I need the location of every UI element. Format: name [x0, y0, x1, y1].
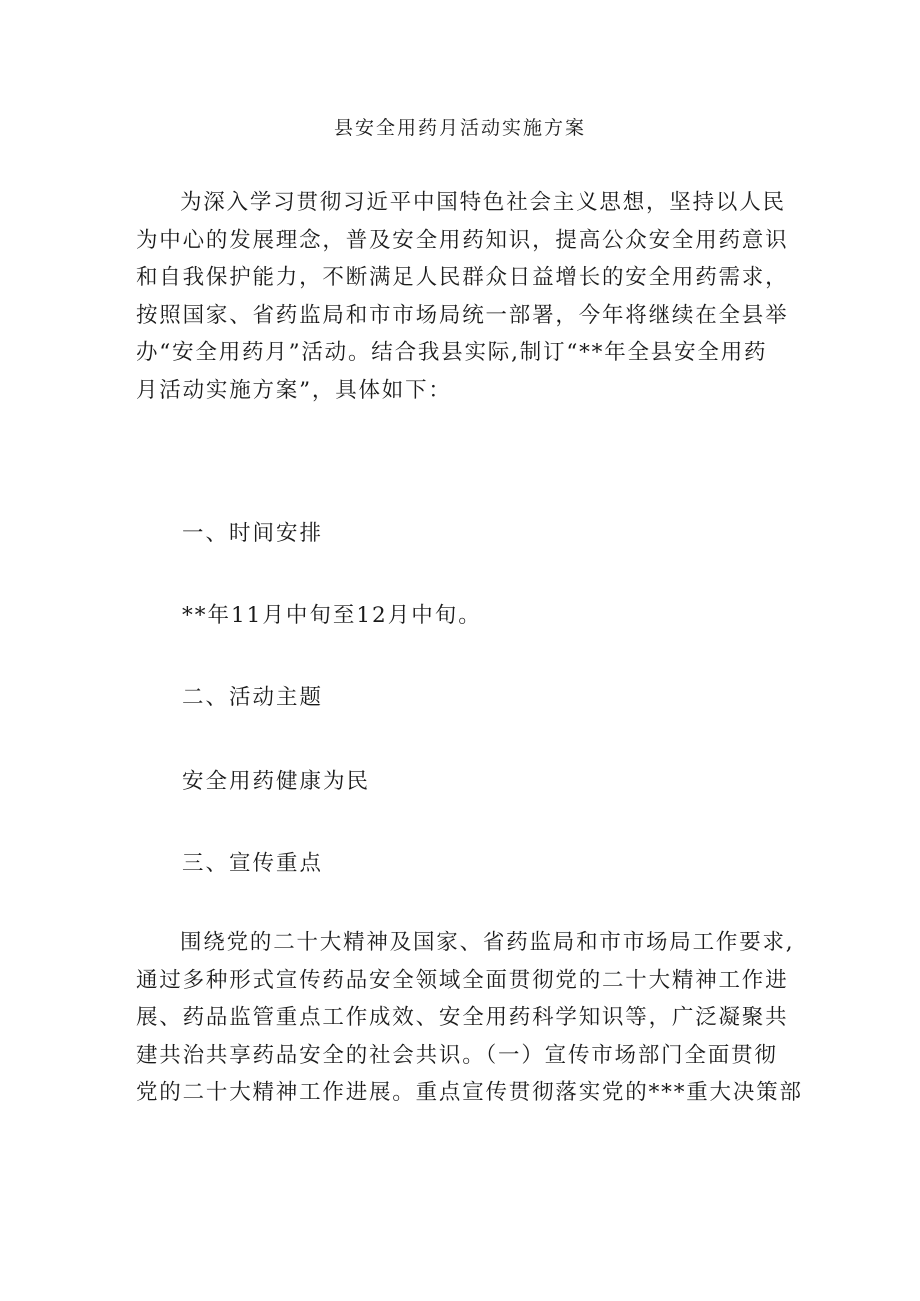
publicity-paragraph — [136, 924, 803, 1112]
schedule-text: **年11月中旬至12月中旬。 — [182, 603, 482, 628]
publicity-line: 围绕党的二十大精神及国家、省药监局和市市场局工作要求, — [180, 930, 795, 955]
intro-line: 按照国家、省药监局和市市场局统一部署，今年将继续在全县举 — [136, 302, 789, 328]
publicity-line: 建共治共享药品安全的社会共识。（一）宣传市场部门全面贯彻 — [136, 1042, 778, 1068]
intro-paragraph — [136, 184, 796, 410]
theme-text: 安全用药健康为民 — [182, 769, 371, 794]
intro-line: 月活动实施方案”，具体如下： — [136, 377, 452, 403]
section-heading-publicity: 三、宣传重点 — [182, 851, 324, 876]
intro-line: 为深入学习贯彻习近平中国特色社会主义思想，坚持以人民 — [180, 190, 786, 215]
intro-line: 和自我保护能力，不断满足人民群众日益增长的安全用药需求， — [136, 265, 789, 291]
publicity-line: 通过多种形式宣传药品安全领域全面贯彻党的二十大精神工作进 — [136, 967, 789, 993]
document-title: 县安全用药月活动实施方案 — [333, 117, 586, 139]
intro-line: 办“安全用药月”活动。结合我县实际,制订“**年全县安全用药 — [136, 340, 768, 366]
section-heading-theme: 二、活动主题 — [182, 685, 324, 710]
publicity-line: 展、药品监管重点工作成效、安全用药科学知识等，广泛凝聚共 — [136, 1005, 789, 1031]
intro-line: 为中心的发展理念，普及安全用药知识，提高公众安全用药意识 — [136, 227, 789, 253]
publicity-line: 党的二十大精神工作进展。重点宣传贯彻落实党的***重大决策部 — [136, 1080, 803, 1106]
section-heading-schedule: 一、时间安排 — [182, 521, 324, 546]
